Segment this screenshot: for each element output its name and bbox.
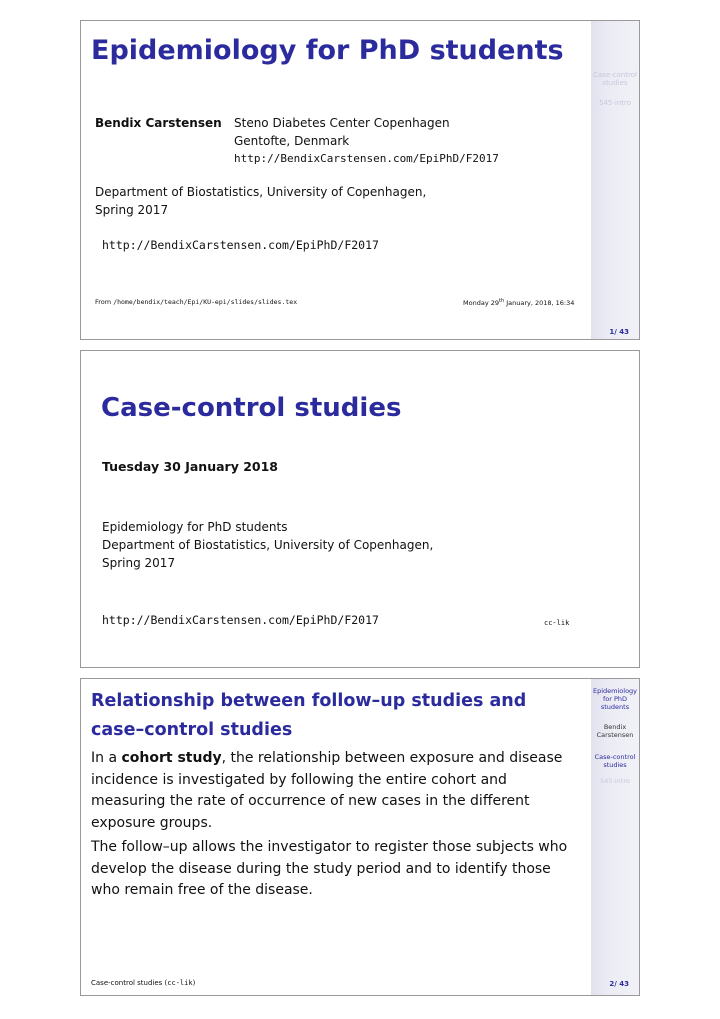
department-line: Department of Biostatistics, University of Copenhagen, (95, 185, 427, 199)
affiliation-1: Steno Diabetes Center Copenhagen (234, 116, 450, 130)
sidebar-item-case-control[interactable]: Case-control studies (593, 71, 637, 87)
p1-pre: In a (91, 750, 122, 766)
semester-line: Spring 2017 (102, 556, 176, 570)
sidebar-item-545-intro[interactable]: 545-intro (598, 99, 632, 107)
sidebar-author: Bendix Carstensen (596, 723, 634, 739)
footer-text: Case-control studies ( (91, 979, 168, 987)
page-number: 2/ 43 (609, 980, 629, 988)
slide-3-sidebar (591, 679, 639, 995)
source-file-line (95, 298, 297, 306)
slide-1-title: Epidemiology for PhD students (91, 35, 564, 66)
slide-2 (80, 350, 640, 668)
course-url[interactable]: http://BendixCarstensen.com/EpiPhD/F2017 (102, 613, 379, 627)
paragraph-follow-up: The follow–up allows the investigator to register those subjects who develop the disease during the study period and to identify those who remain free of the disease. (91, 839, 568, 898)
affiliation-2: Gentofte, Denmark (234, 134, 350, 148)
department-line: Department of Biostatistics, University of Copenhagen, (102, 538, 434, 552)
p1-post: , the relationship between exposure and disease incidence is investigated by following the entire cohort and measuring the rate of occurrence of new cases in the different exposure groups. (91, 750, 563, 831)
p1-bold: cohort study (121, 750, 222, 766)
from-label: From (95, 298, 112, 306)
lecture-code: cc-lik (544, 619, 570, 627)
sidebar-course-title[interactable]: Epidemiology for PhD students (593, 687, 638, 711)
page-number: 1/ 43 (609, 328, 629, 336)
affiliation-url[interactable]: http://BendixCarstensen.com/EpiPhD/F2017 (234, 152, 499, 165)
paragraph-cohort (91, 748, 581, 834)
slide-2-title: Case-control studies (101, 393, 402, 423)
footer-code: cc-lik (167, 979, 193, 987)
footer-close: ) (192, 979, 196, 987)
slide-3-title (91, 687, 526, 745)
title-line-2: case–control studies (91, 720, 293, 740)
slide-1 (80, 20, 640, 340)
course-url[interactable]: http://BendixCarstensen.com/EpiPhD/F2017 (102, 238, 379, 252)
sidebar-item-545-intro[interactable]: 545-intro (600, 777, 630, 785)
date-pre: Monday 29 (463, 299, 499, 308)
course-name: Epidemiology for PhD students (102, 520, 288, 534)
title-line-1: Relationship between follow–up studies and (91, 691, 527, 711)
lecture-date: Tuesday 30 January 2018 (102, 459, 278, 474)
slide-3 (80, 678, 640, 996)
slide-footer (91, 979, 195, 987)
date-sup: th (499, 298, 505, 304)
date-post: January, 2018, 16:34 (504, 299, 575, 308)
source-path: /home/bendix/teach/Epi/KU-epi/slides/slides.tex (113, 298, 298, 306)
author-name: Bendix Carstensen (95, 116, 222, 130)
semester-line: Spring 2017 (95, 203, 169, 217)
sidebar-item-case-control[interactable]: Case-control studies (594, 753, 636, 769)
slide-1-sidebar (591, 21, 639, 339)
compile-date (463, 298, 574, 307)
